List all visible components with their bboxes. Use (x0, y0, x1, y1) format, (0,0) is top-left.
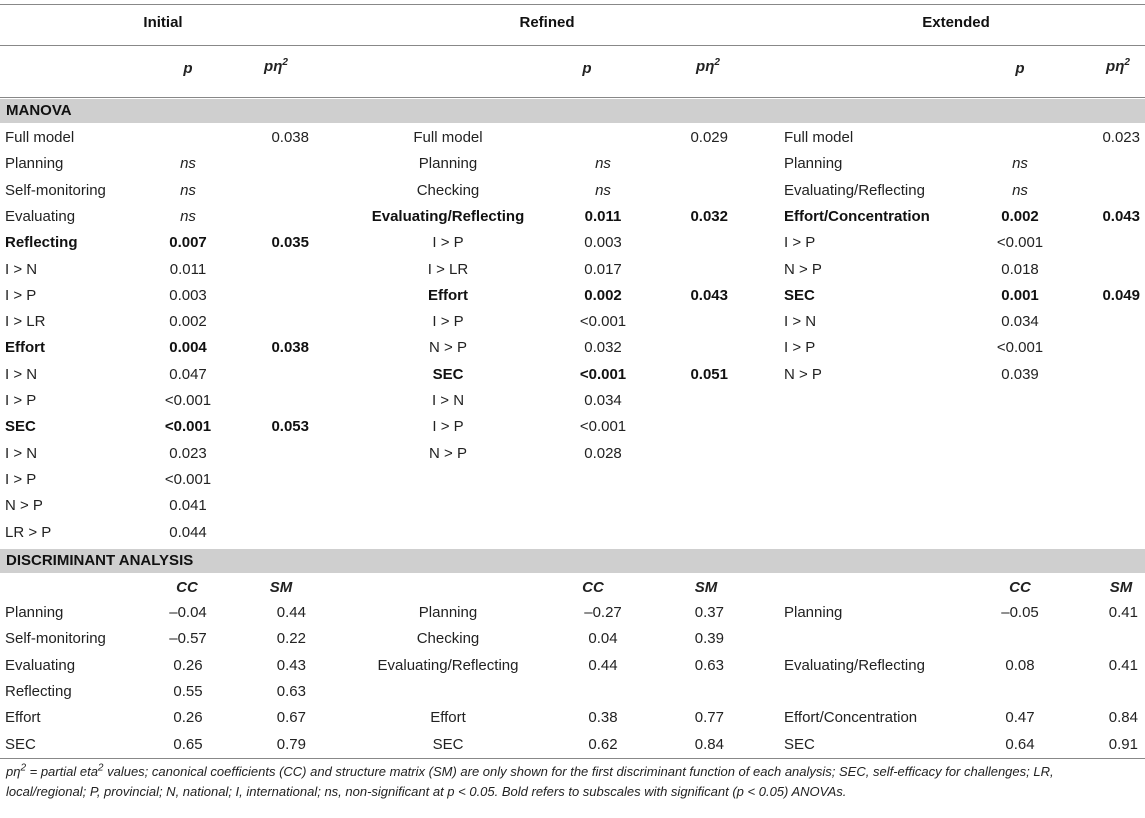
manova-extended-p-value: ns (1012, 181, 1028, 199)
discriminant-refined-cc-value: 0.62 (588, 735, 618, 753)
manova-initial-p-value: 0.002 (169, 313, 207, 331)
discriminant-refined-label: SEC (432, 735, 464, 753)
discriminant-refined-label: Planning (418, 604, 478, 621)
manova-initial-p-value: 0.044 (169, 523, 207, 541)
sm-header-refined: SM (694, 579, 718, 596)
manova-refined-p-value: ns (595, 155, 611, 173)
manova-refined-eta-value: 0.051 (690, 365, 728, 383)
manova-initial-eta-value: 0.038 (271, 339, 309, 357)
manova-initial-eta-value: 0.053 (271, 418, 309, 436)
manova-extended-p-value: <0.001 (996, 234, 1044, 252)
manova-initial-label: Full model (5, 129, 75, 146)
manova-extended-label: Full model (784, 129, 854, 146)
manova-refined-label: Planning (418, 155, 478, 173)
manova-refined-label: I > P (432, 234, 464, 252)
manova-refined-label: Checking (416, 181, 480, 199)
manova-extended-label: Planning (784, 155, 843, 173)
manova-initial-label: LR > P (5, 523, 52, 541)
manova-refined-label: Full model (413, 129, 483, 146)
manova-extended-p-value: <0.001 (996, 339, 1044, 357)
discriminant-extended-cc-value: 0.64 (1005, 735, 1035, 753)
discriminant-extended-label: Effort/Concentration (784, 709, 918, 727)
manova-initial-p-value: ns (180, 181, 196, 199)
discriminant-extended-label: Evaluating/Reflecting (784, 656, 925, 674)
group-header-initial: Initial (143, 14, 183, 31)
manova-initial-p-value: 0.004 (169, 339, 207, 357)
manova-extended-label: Evaluating/Reflecting (784, 181, 925, 199)
discriminant-refined-sm-value: 0.84 (694, 735, 724, 753)
discriminant-initial-cc-value: –0.57 (169, 630, 207, 648)
manova-refined-p-value: ns (595, 181, 611, 199)
discriminant-initial-cc-value: 0.55 (173, 682, 203, 700)
manova-refined-p-value: <0.001 (579, 365, 627, 383)
discriminant-extended-sm-value: 0.84 (1108, 709, 1138, 727)
group-header-refined: Refined (519, 14, 575, 31)
p-header-initial: p (183, 60, 193, 77)
manova-extended-p-value: ns (1012, 155, 1028, 173)
manova-initial-label: Effort (5, 339, 45, 357)
discriminant-refined-label: Effort (430, 709, 466, 727)
manova-refined-label: I > N (431, 392, 465, 409)
manova-initial-p-value: ns (180, 155, 196, 173)
discriminant-initial-sm-value: 0.79 (276, 735, 306, 753)
manova-refined-label: I > P (432, 418, 464, 436)
discriminant-refined-sm-value: 0.77 (694, 709, 724, 727)
manova-initial-p-value: ns (180, 207, 196, 225)
manova-initial-label: I > LR (5, 313, 46, 331)
manova-initial-label: I > N (5, 260, 38, 278)
manova-initial-label: I > P (5, 470, 37, 488)
discriminant-initial-label: SEC (5, 735, 36, 753)
discriminant-initial-cc-value: 0.26 (173, 656, 203, 674)
discriminant-section-title: DISCRIMINANT ANALYSIS (6, 552, 194, 569)
manova-initial-p-value: <0.001 (164, 392, 212, 409)
manova-refined-label: SEC (432, 365, 464, 383)
discriminant-initial-sm-value: 0.67 (276, 709, 306, 727)
manova-initial-eta-value: 0.035 (271, 234, 309, 252)
manova-initial-eta-value: 0.038 (271, 129, 309, 146)
discriminant-refined-cc-value: 0.04 (588, 630, 618, 648)
manova-extended-label: I > P (784, 339, 816, 357)
manova-initial-label: Reflecting (5, 234, 78, 252)
p-header-refined: p (582, 60, 592, 77)
manova-section-title: MANOVA (6, 102, 72, 119)
manova-initial-label: SEC (5, 418, 36, 436)
cc-header-refined: CC (582, 579, 604, 596)
manova-extended-label: SEC (784, 286, 815, 304)
manova-extended-label: N > P (784, 365, 822, 383)
manova-extended-p-value: 0.002 (1001, 207, 1039, 225)
discriminant-initial-sm-value: 0.44 (276, 604, 306, 621)
sm-header-initial: SM (269, 579, 293, 596)
discriminant-extended-cc-value: 0.08 (1005, 656, 1035, 674)
group-header-extended: Extended (922, 14, 990, 31)
discriminant-refined-sm-value: 0.63 (694, 656, 724, 674)
manova-refined-p-value: 0.017 (584, 260, 622, 278)
manova-initial-p-value: 0.023 (169, 444, 207, 462)
discriminant-initial-label: Reflecting (5, 682, 72, 700)
manova-refined-p-value: 0.028 (584, 444, 622, 462)
manova-initial-p-value: <0.001 (164, 418, 212, 436)
discriminant-extended-sm-value: 0.41 (1108, 656, 1138, 674)
manova-extended-p-value: 0.034 (1001, 313, 1039, 331)
discriminant-extended-sm-value: 0.91 (1108, 735, 1138, 753)
manova-extended-p-value: 0.039 (1001, 365, 1039, 383)
manova-initial-label: I > P (5, 392, 37, 409)
manova-extended-p-value: 0.018 (1001, 260, 1039, 278)
cc-header-extended: CC (1009, 579, 1031, 596)
manova-initial-p-value: 0.047 (169, 365, 207, 383)
subheader-rule (0, 97, 1145, 98)
discriminant-initial-label: Self-monitoring (5, 630, 106, 648)
manova-extended-eta-value: 0.023 (1102, 129, 1140, 146)
manova-extended-label: I > P (784, 234, 816, 252)
eta-header-extended: $p\eta^2$ (1106, 57, 1130, 75)
discriminant-extended-label: SEC (784, 735, 815, 753)
manova-initial-label: Evaluating (5, 207, 76, 225)
header-rule (0, 45, 1145, 46)
manova-initial-label: Self-monitoring (5, 181, 106, 199)
discriminant-section-band (0, 549, 1145, 573)
manova-initial-p-value: 0.041 (169, 497, 207, 515)
table-footnote: $p\eta^2$ = partial eta$^2$ values; canonical coefficients (CC) and structure matrix (SM) are only shown for the first discriminant function of each analysis; SEC, self-efficacy for challenges; LR, local/regional; P, provincial; N, national; I, international; ns, non-significant at p < 0.05. Bold refers to subscales with significant (p < 0.05) ANOVAs. (6, 762, 1054, 799)
discriminant-refined-label: Evaluating/Reflecting (377, 656, 519, 674)
discriminant-refined-label: Checking (416, 630, 480, 648)
discriminant-refined-cc-value: 0.44 (588, 656, 618, 674)
manova-refined-p-value: <0.001 (579, 418, 627, 436)
discriminant-initial-label: Effort (5, 709, 41, 727)
discriminant-refined-cc-value: –0.27 (584, 604, 622, 621)
manova-refined-p-value: 0.011 (584, 207, 622, 225)
eta-header-initial: $p\eta^2$ (264, 57, 288, 75)
discriminant-initial-label: Evaluating (5, 656, 76, 674)
eta-header-refined: $p\eta^2$ (696, 57, 720, 75)
top-rule (0, 4, 1145, 5)
discriminant-extended-cc-value: 0.47 (1005, 709, 1035, 727)
manova-extended-eta-value: 0.049 (1102, 286, 1140, 304)
manova-refined-eta-value: 0.043 (690, 286, 728, 304)
discriminant-refined-sm-value: 0.37 (694, 604, 724, 621)
manova-refined-p-value: 0.032 (584, 339, 622, 357)
discriminant-initial-cc-value: 0.65 (173, 735, 203, 753)
manova-initial-p-value: 0.007 (169, 234, 207, 252)
manova-refined-p-value: 0.003 (584, 234, 622, 252)
manova-refined-p-value: 0.002 (584, 286, 622, 304)
manova-initial-label: I > N (5, 444, 38, 462)
manova-refined-label: N > P (429, 444, 467, 462)
discriminant-initial-label: Planning (5, 604, 64, 621)
discriminant-initial-sm-value: 0.63 (276, 682, 306, 700)
manova-refined-eta-value: 0.029 (690, 129, 728, 146)
discriminant-extended-label: Planning (784, 604, 843, 621)
manova-extended-label: I > N (784, 313, 817, 331)
manova-refined-label: I > LR (427, 260, 469, 278)
manova-refined-label: I > P (432, 313, 464, 331)
manova-refined-label: Effort (428, 286, 468, 304)
discriminant-initial-cc-value: 0.26 (173, 709, 203, 727)
manova-initial-p-value: 0.003 (169, 286, 207, 304)
manova-extended-eta-value: 0.043 (1102, 207, 1140, 225)
manova-extended-label: N > P (784, 260, 822, 278)
manova-initial-label: I > P (5, 286, 37, 304)
discriminant-initial-sm-value: 0.43 (276, 656, 306, 674)
manova-refined-eta-value: 0.032 (690, 207, 728, 225)
discriminant-initial-cc-value: –0.04 (169, 604, 207, 621)
manova-section-band (0, 99, 1145, 123)
discriminant-refined-sm-value: 0.39 (694, 630, 724, 648)
manova-refined-label: Evaluating/Reflecting (371, 207, 525, 225)
manova-initial-p-value: <0.001 (164, 470, 212, 488)
manova-initial-label: N > P (5, 497, 43, 515)
discriminant-initial-sm-value: 0.22 (276, 630, 306, 648)
discriminant-extended-sm-value: 0.41 (1108, 604, 1138, 621)
discriminant-refined-cc-value: 0.38 (588, 709, 618, 727)
manova-extended-label: Effort/Concentration (784, 207, 930, 225)
manova-refined-label: N > P (429, 339, 467, 357)
manova-extended-p-value: 0.001 (1001, 286, 1039, 304)
sm-header-extended: SM (1109, 579, 1133, 596)
manova-initial-label: Planning (5, 155, 64, 173)
manova-initial-label: I > N (5, 365, 38, 383)
manova-refined-p-value: 0.034 (584, 392, 622, 409)
discriminant-extended-cc-value: –0.05 (1001, 604, 1039, 621)
cc-header-initial: CC (176, 579, 198, 596)
manova-refined-p-value: <0.001 (579, 313, 627, 331)
bottom-rule (0, 758, 1145, 759)
manova-initial-p-value: 0.011 (169, 260, 207, 278)
p-header-extended: p (1015, 60, 1025, 77)
